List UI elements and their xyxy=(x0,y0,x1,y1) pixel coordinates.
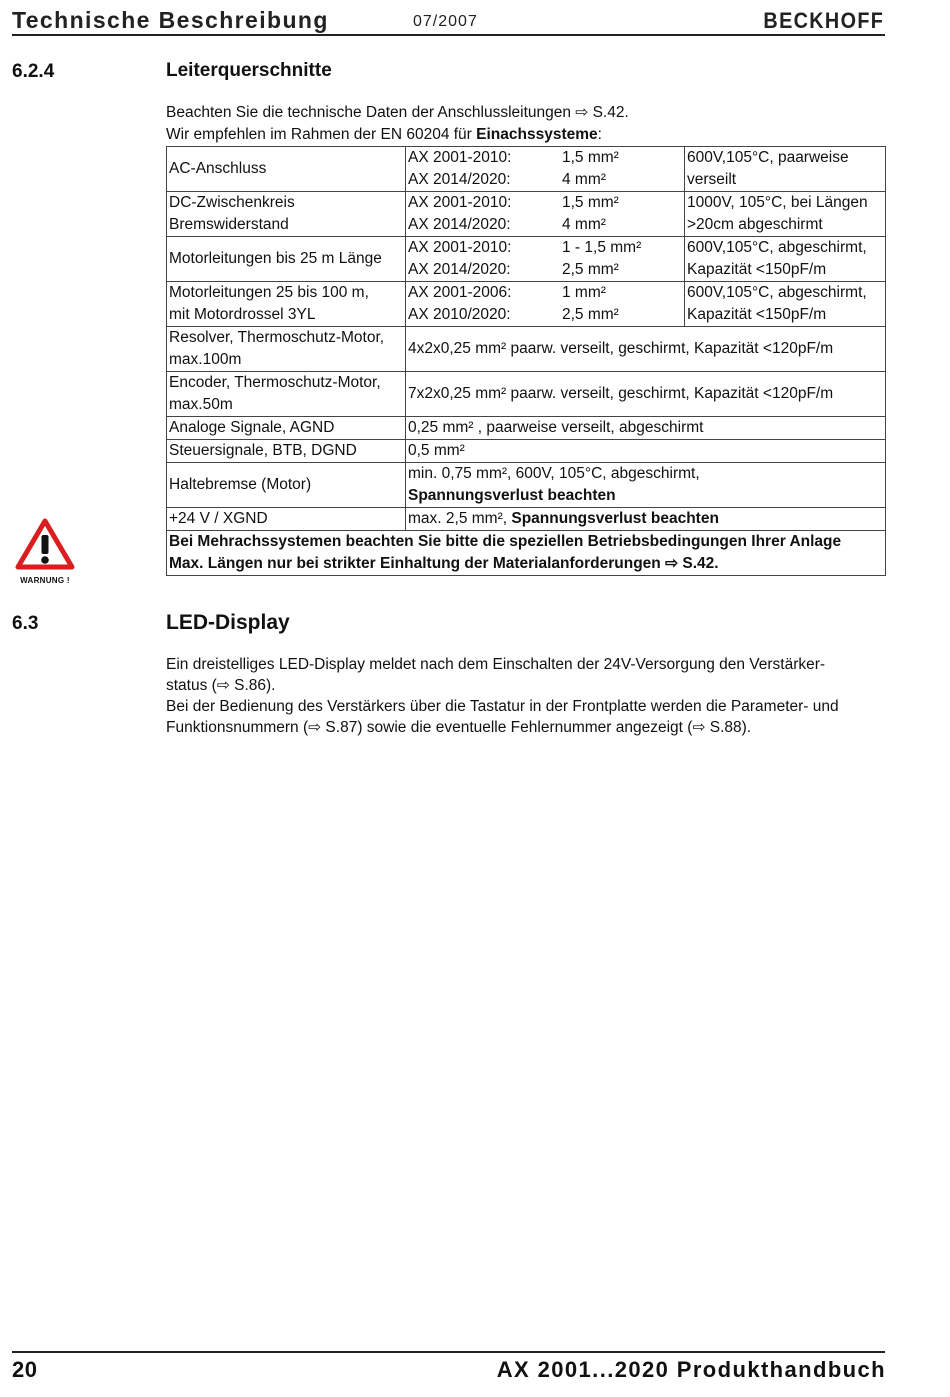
table-row xyxy=(167,372,886,417)
spec-cell: 7x2x0,25 mm² paarw. verseilt, geschirmt, Kapazität <120pF/m xyxy=(406,372,886,417)
row-label: Motorleitungen 25 bis 100 m, mit Motordrossel 3YL xyxy=(167,282,406,327)
spec-cell: 0,25 mm² , paarweise verseilt, abgeschirmt xyxy=(406,417,886,440)
table-row xyxy=(167,463,886,508)
spec-cell: 4x2x0,25 mm² paarw. verseilt, geschirmt, Kapazität <120pF/m xyxy=(406,327,886,372)
paragraph-line: Bei der Bedienung des Verstärkers über die Tastatur in der Frontplatte werden die Parameter- und xyxy=(166,698,839,715)
page-number: 20 xyxy=(12,1357,38,1382)
paragraph-line: status (⇨ S.86). xyxy=(166,677,276,694)
models-cell: AX 2001-2006: AX 2010/2020: xyxy=(406,282,561,327)
footer-rule xyxy=(12,1351,885,1353)
row-label: Haltebremse (Motor) xyxy=(167,463,406,508)
conductor-cross-section-table xyxy=(166,146,886,576)
warning-label: WARNUNG ! xyxy=(20,576,70,585)
section-number: 6.2.4 xyxy=(12,61,55,82)
table-row xyxy=(167,282,886,327)
row-label: Analoge Signale, AGND xyxy=(167,417,406,440)
table-footer-row xyxy=(167,531,886,576)
spec-cell: 0,5 mm² xyxy=(406,440,886,463)
notes-cell: 1000V, 105°C, bei Längen >20cm abgeschirmt xyxy=(685,192,886,237)
row-label: AC-Anschluss xyxy=(167,147,406,192)
spec-cell: min. 0,75 mm², 600V, 105°C, abgeschirmt, Spannungsverlust beachten xyxy=(406,463,886,508)
brand-logo: BECKHOFF xyxy=(763,8,884,33)
cross-section-cell: 1,5 mm² 4 mm² xyxy=(560,147,685,192)
notes-cell: 600V,105°C, abgeschirmt, Kapazität <150pF/m xyxy=(685,237,886,282)
row-label: Steuersignale, BTB, DGND xyxy=(167,440,406,463)
warning-badge xyxy=(13,518,77,585)
paragraph-line: Funktionsnummern (⇨ S.87) sowie die eventuelle Fehlernummer angezeigt (⇨ S.88). xyxy=(166,719,752,736)
header-date: 07/2007 xyxy=(413,13,478,30)
models-cell: AX 2001-2010: AX 2014/2020: xyxy=(406,147,561,192)
table-row xyxy=(167,508,886,531)
section-title: LED-Display xyxy=(166,611,290,634)
intro-text xyxy=(166,102,629,146)
header-rule xyxy=(12,34,885,36)
table-row xyxy=(167,147,886,192)
spec-cell: max. 2,5 mm², Spannungsverlust beachten xyxy=(406,508,886,531)
footer-title: AX 2001...2020 Produkthandbuch xyxy=(496,1357,886,1382)
table-row xyxy=(167,440,886,463)
led-display-text xyxy=(166,654,886,738)
models-cell: AX 2001-2010: AX 2014/2020: xyxy=(406,192,561,237)
section-title: Leiterquerschnitte xyxy=(166,60,332,81)
row-label: Motorleitungen bis 25 m Länge xyxy=(167,237,406,282)
page-reference-link[interactable]: ⇨ S.42. xyxy=(575,104,629,121)
cross-section-cell: 1,5 mm² 4 mm² xyxy=(560,192,685,237)
paragraph-line: Ein dreistelliges LED-Display meldet nach dem Einschalten der 24V-Versorgung den Verstärker- xyxy=(166,656,826,673)
table-row xyxy=(167,192,886,237)
cross-section-cell: 1 - 1,5 mm² 2,5 mm² xyxy=(560,237,685,282)
table-row xyxy=(167,417,886,440)
table-row xyxy=(167,327,886,372)
warning-triangle-icon xyxy=(15,518,75,570)
multi-axis-note: Bei Mehrachssystemen beachten Sie bitte die speziellen Betriebsbedingungen Ihrer Anlage Max. Längen nur bei strikter Einhaltung der Materialanforderungen ⇨ S.42. xyxy=(167,531,886,576)
row-label: Encoder, Thermoschutz-Motor, max.50m xyxy=(167,372,406,417)
notes-cell: 600V,105°C, abgeschirmt, Kapazität <150pF/m xyxy=(685,282,886,327)
models-cell: AX 2001-2010: AX 2014/2020: xyxy=(406,237,561,282)
row-label: Resolver, Thermoschutz-Motor, max.100m xyxy=(167,327,406,372)
header-title: Technische Beschreibung xyxy=(12,7,329,33)
cross-section-cell: 1 mm² 2,5 mm² xyxy=(560,282,685,327)
intro-line-2: Wir empfehlen im Rahmen der EN 60204 für Einachssysteme: xyxy=(166,126,602,143)
section-number: 6.3 xyxy=(12,613,39,634)
table-row xyxy=(167,237,886,282)
notes-cell: 600V,105°C, paarweise verseilt xyxy=(685,147,886,192)
intro-line-1: Beachten Sie die technische Daten der Anschlussleitungen ⇨ S.42. xyxy=(166,104,629,121)
row-label: DC-Zwischenkreis Bremswiderstand xyxy=(167,192,406,237)
row-label: +24 V / XGND xyxy=(167,508,406,531)
